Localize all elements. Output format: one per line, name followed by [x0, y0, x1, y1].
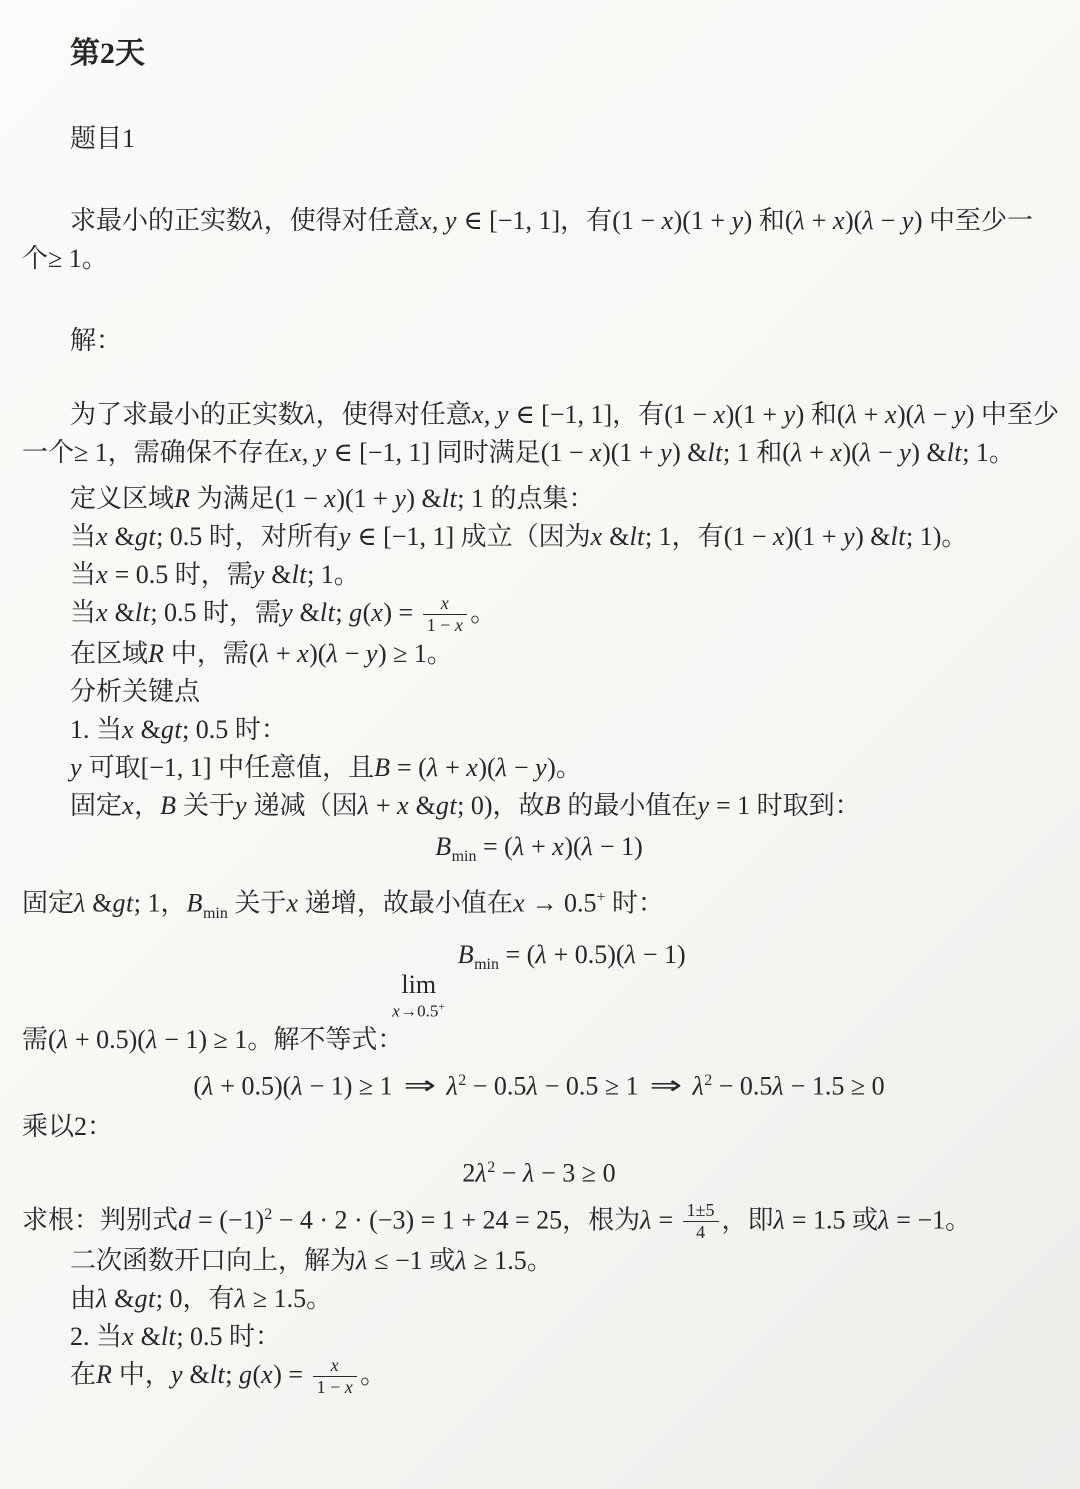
text-run: 2. 当: [70, 1322, 123, 1352]
math-run: = (λ + 0.5)(λ − 1): [499, 939, 686, 969]
text-run: ，: [160, 888, 187, 918]
text-run: ，有: [182, 1284, 235, 1314]
text-run: 。: [360, 1360, 387, 1390]
math-run: y = 1: [697, 790, 751, 820]
math-run: (λ + x)(λ − y): [836, 400, 975, 429]
text-run: 在区域: [70, 638, 149, 668]
superscript: +: [596, 888, 606, 906]
case-x-greater-line: [22, 518, 1056, 556]
day-heading: [22, 34, 1056, 74]
math-run: ≥ 1: [48, 244, 82, 273]
text-run: 时，对所有: [202, 522, 339, 551]
superscript: +: [438, 999, 446, 1013]
superscript: 2: [487, 1159, 496, 1177]
math-run: (1 − x)(1 + y) &lt; 1: [723, 522, 933, 551]
math-run: B: [457, 939, 475, 969]
text-run: 时取到：: [750, 790, 861, 820]
text-run: 。: [945, 1205, 972, 1235]
math-run: λ &gt; 0: [96, 1284, 183, 1314]
text-run: 当: [70, 598, 97, 627]
math-run: λ =: [640, 1205, 680, 1235]
math-run: d = (−1): [178, 1205, 265, 1235]
text-run: 第2天: [70, 37, 145, 70]
text-run: ，有: [560, 206, 613, 235]
subscript: min: [202, 904, 228, 922]
text-run: 时：: [605, 888, 665, 918]
define-region-line: [22, 480, 1056, 518]
region-requirement-line: [22, 635, 1056, 673]
text-run: ，有: [612, 400, 665, 429]
text-run: 乘以2：: [22, 1112, 114, 1142]
text-run: 二次函数开口向上，解为: [70, 1246, 357, 1276]
fraction-numerator: x: [313, 1356, 358, 1377]
text-run: 时，需: [196, 598, 282, 627]
math-run: (λ + x)(λ − y): [784, 206, 923, 235]
case1-line-1: [22, 749, 1056, 787]
math-run: x &lt; 0.5: [122, 1322, 223, 1352]
text-run: 。解不等式：: [247, 1024, 404, 1054]
math-run: R: [148, 638, 165, 668]
case1-line-2: [22, 787, 1056, 825]
math-run: x → 0.5: [512, 888, 597, 918]
math-run: x: [286, 888, 299, 918]
superscript: 2: [704, 1071, 713, 1089]
math-run: (1 − x)(1 + y): [664, 400, 805, 429]
math-run: B: [186, 888, 203, 918]
text-run: 成立（因为: [454, 522, 591, 551]
text-run: 关于: [227, 888, 287, 918]
math-run: x, y ∈ [−1, 1]: [471, 400, 613, 429]
math-run: λ &gt; 1: [74, 888, 161, 918]
text-run: ，即: [721, 1205, 774, 1235]
fraction: [683, 1201, 719, 1242]
lambda-positive-line: [22, 1280, 1056, 1318]
implies-arrow: ⇒: [403, 1071, 436, 1102]
fraction: [313, 1356, 358, 1397]
math-run: − 0.5λ − 1.5 ≥ 0: [712, 1071, 885, 1101]
text-run: 固定: [22, 888, 75, 918]
math-run: x, y ∈ [−1, 1]: [289, 438, 431, 467]
fraction-numerator: x: [423, 594, 468, 615]
problem-heading: [22, 120, 1056, 158]
text-run: 题目1: [70, 124, 136, 153]
math-run: λ ≤ −1: [356, 1246, 423, 1276]
math-run: − 0.5λ − 0.5 ≥ 1: [466, 1071, 639, 1101]
fraction: [423, 594, 468, 635]
text-run: ，根为: [562, 1205, 641, 1235]
fraction-denominator: 1 − x: [426, 614, 464, 635]
text-run: 递增，故最小值在: [298, 888, 513, 918]
text-run: 当: [70, 522, 97, 551]
math-run: λ: [446, 1071, 459, 1101]
text-run: 定义区域: [70, 484, 175, 513]
text-run: 在: [70, 1360, 97, 1390]
text-run: )。: [932, 522, 968, 551]
solve-inequality-line: [22, 1021, 1056, 1059]
text-run: 时：: [228, 714, 287, 744]
math-run: 2λ: [462, 1158, 488, 1188]
text-run: 和: [749, 438, 783, 467]
text-run: ，: [134, 790, 161, 820]
text-run: 关于: [176, 790, 236, 820]
text-run: 求最小的正实数: [70, 206, 253, 235]
text-run: 中，需: [164, 638, 249, 668]
math-run: λ = 1.5: [773, 1205, 846, 1235]
text-run: 中任意值，且: [211, 752, 375, 782]
math-run: λ: [252, 206, 264, 235]
problem-statement-line-1: [22, 202, 1056, 240]
text-run: 同时满足: [430, 438, 541, 467]
math-run: (λ + x)(λ − y) ≥ 1: [248, 638, 427, 668]
formula-bmin: [22, 825, 1056, 879]
math-run: x, y ∈ [−1, 1]: [419, 206, 561, 235]
math-run: x &lt; 1: [590, 522, 672, 551]
text-run: 一个: [22, 438, 75, 467]
solution-intro-line-2: [22, 434, 1056, 472]
subscript: min: [474, 956, 499, 973]
case1-heading-line: [22, 711, 1056, 749]
text-run: 固定: [70, 790, 123, 820]
text-run: 的点集：: [484, 484, 595, 513]
formula-limit: [22, 933, 1056, 1021]
text-run: ，使得对任意: [263, 206, 420, 235]
math-run: (λ + 0.5)(λ − 1) ≥ 1: [48, 1024, 248, 1054]
math-run: − λ − 3 ≥ 0: [495, 1158, 616, 1188]
text-run: 递减（因: [247, 790, 358, 820]
text-run: ，有: [671, 522, 724, 551]
math-run: B: [435, 831, 452, 861]
text-run: 求根：判别式: [22, 1205, 179, 1235]
document-body: [0, 34, 1080, 1397]
text-run: )，故: [483, 790, 545, 820]
math-run: [−1, 1]: [140, 752, 212, 782]
math-run: λ: [304, 400, 316, 429]
text-run: 。: [426, 638, 453, 668]
text-run: ，需确保不存在: [107, 438, 290, 467]
text-run: 需: [22, 1024, 49, 1054]
math-run: (λ + x)(λ − y) &lt; 1: [782, 438, 989, 467]
solution-label: [22, 322, 1056, 360]
math-run: y: [70, 752, 83, 782]
superscript: 2: [458, 1071, 467, 1089]
text-run: 。: [526, 1246, 553, 1276]
math-run: = (λ + x)(λ − 1): [476, 831, 643, 861]
text-run: 。: [306, 1284, 333, 1314]
case2-heading-line: [22, 1318, 1056, 1356]
case2-line-1: [22, 1356, 1056, 1397]
math-run: (1 − x)(1 + y) &lt; 1: [540, 438, 750, 467]
limit-under: [392, 1000, 445, 1021]
math-run: y &lt; g(x) =: [170, 1360, 310, 1390]
math-run: x &gt; 0.5: [122, 714, 229, 744]
case-x-equal-line: [22, 556, 1056, 594]
text-run: 中至少: [974, 400, 1060, 429]
text-run: 为满足: [190, 484, 275, 513]
text-run: 中至少一: [922, 206, 1034, 235]
document-page: [0, 34, 1080, 1489]
math-run: x: [122, 790, 135, 820]
text-run: 由: [70, 1284, 97, 1314]
text-run: 或: [422, 1246, 456, 1276]
implies-arrow: ⇒: [649, 1071, 682, 1102]
roots-line: [22, 1196, 1056, 1242]
math-run: R: [174, 484, 191, 513]
text-run: 和: [804, 400, 837, 429]
fix-lambda-line: [22, 879, 1056, 933]
solution-intro-line-1: [22, 396, 1060, 434]
math-run: λ + x &gt; 0: [357, 790, 484, 820]
fraction-numerator: 1±5: [683, 1201, 719, 1222]
text-run: 和: [752, 206, 785, 235]
formula-quadratic: [22, 1146, 1056, 1196]
text-run: 中，: [112, 1360, 171, 1390]
text-run: ，使得对任意: [315, 400, 472, 429]
fraction-denominator: 1 − x: [316, 1377, 354, 1398]
text-run: 当: [70, 560, 97, 589]
math-run: λ ≥ 1.5: [234, 1284, 307, 1314]
math-run: − 4 · 2 · (−3) = 1 + 24 = 25: [272, 1205, 563, 1235]
text-run: 。: [470, 598, 497, 627]
math-run: (1 − x)(1 + y): [612, 206, 753, 235]
text-run: 。: [988, 438, 1015, 467]
multiply-by-2-line: [22, 1108, 1056, 1146]
math-run: (λ + 0.5)(λ − 1) ≥ 1: [193, 1071, 393, 1101]
text-run: 时：: [222, 1322, 282, 1352]
math-run: x→0.5: [392, 1001, 439, 1021]
case-x-less-line: [22, 594, 1056, 635]
math-run: λ: [692, 1071, 705, 1101]
text-run: 。: [333, 560, 360, 589]
formula-chain: [22, 1059, 1056, 1109]
problem-statement-line-2: [22, 240, 1056, 278]
parabola-up-line: [22, 1242, 1056, 1280]
text-run: 可取: [82, 752, 141, 782]
text-run: 。: [81, 244, 108, 273]
math-run: y: [235, 790, 248, 820]
math-run: B: [544, 790, 561, 820]
math-run: ≥ 1: [74, 438, 108, 467]
text-run: lim: [401, 969, 437, 999]
text-run: 的最小值在: [560, 790, 698, 820]
math-run: y &lt; 1: [252, 560, 334, 589]
subscript: min: [451, 847, 477, 865]
math-run: x = 0.5: [96, 560, 169, 589]
text-run: 为了求最小的正实数: [70, 400, 305, 429]
text-run: 。: [555, 752, 582, 782]
math-run: B = (λ + x)(λ − y): [374, 752, 556, 782]
math-run: λ ≥ 1.5: [455, 1246, 527, 1276]
math-run: x &gt; 0.5: [96, 522, 203, 551]
text-run: 分析关键点: [70, 676, 201, 706]
math-run: λ = −1: [878, 1205, 946, 1235]
text-run: 个: [22, 244, 49, 273]
math-run: y &lt; g(x) =: [281, 598, 420, 627]
superscript: 2: [264, 1205, 273, 1223]
math-run: y ∈ [−1, 1]: [338, 522, 455, 551]
limit-operator: [401, 971, 436, 998]
math-run: B: [160, 790, 177, 820]
math-run: (1 − x)(1 + y) &lt; 1: [274, 484, 484, 513]
text-run: 时，需: [168, 560, 253, 589]
math-run: R: [96, 1360, 113, 1390]
text-run: 解：: [70, 326, 123, 355]
limit-stack: [392, 971, 445, 1021]
text-run: 1. 当: [70, 714, 123, 744]
math-run: x &lt; 0.5: [96, 598, 197, 627]
analysis-heading-line: [22, 673, 1056, 711]
text-run: 或: [845, 1205, 878, 1235]
fraction-denominator: 4: [696, 1222, 706, 1243]
